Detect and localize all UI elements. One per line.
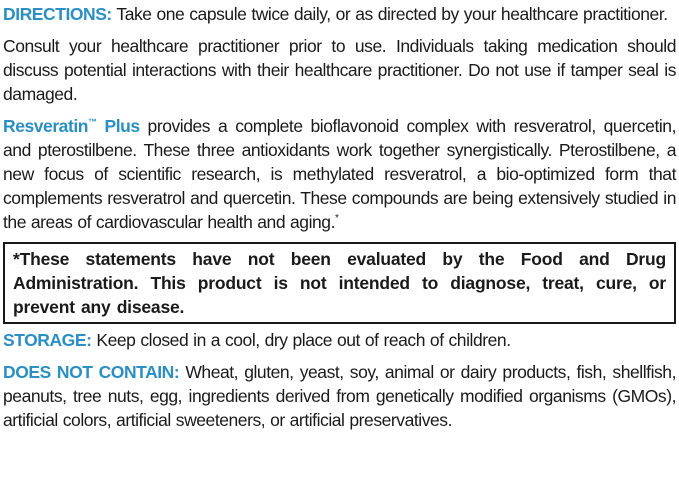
directions-label: DIRECTIONS: [3,4,112,24]
footnote-mark: * [335,213,339,225]
product-description-text: provides a complete bioflavonoid complex with resveratrol, quercetin, and pterostilbene. These three antioxidants work together synergistically. Pterostilbene, a new focus of scientific research, is methylated resveratrol, a bio-optimized form that complements resveratrol and quercetin. These compounds are being extensively studied in the areas of cardiovascular health and aging. [3,116,676,232]
product-description-paragraph [3,114,676,234]
fda-disclaimer-box [3,242,676,324]
does-not-contain-label: DOES NOT CONTAIN: [3,362,180,382]
product-name-main: Resveratin [3,116,88,136]
trademark-symbol: ™ [88,117,97,128]
storage-text: Keep closed in a cool, dry place out of reach of children. [91,330,511,350]
consult-paragraph: Consult your healthcare practitioner prior to use. Individuals taking medication should discuss potential interactions with their healthcare practitioner. Do not use if tamper seal is damaged. [3,36,676,104]
product-name-suffix: Plus [96,116,140,136]
directions-text: Take one capsule twice daily, or as directed by your healthcare practitioner. [111,4,668,24]
storage-paragraph [3,328,676,352]
directions-paragraph [3,2,676,26]
does-not-contain-text: Wheat, gluten, yeast, soy, animal or dairy products, fish, shellfish, peanuts, tree nuts, egg, ingredients derived from genetically modified organisms (GMOs), artificial colors, artificial sweeteners, or artificial preservatives. [3,362,676,430]
supplement-label-panel [3,2,676,432]
fda-disclaimer-text: *These statements have not been evaluated by the Food and Drug Administration. This product is not intended to diagnose, treat, cure, or prevent any disease. [13,249,666,317]
does-not-contain-paragraph [3,360,676,432]
storage-label: STORAGE: [3,330,92,350]
product-name [3,116,140,136]
